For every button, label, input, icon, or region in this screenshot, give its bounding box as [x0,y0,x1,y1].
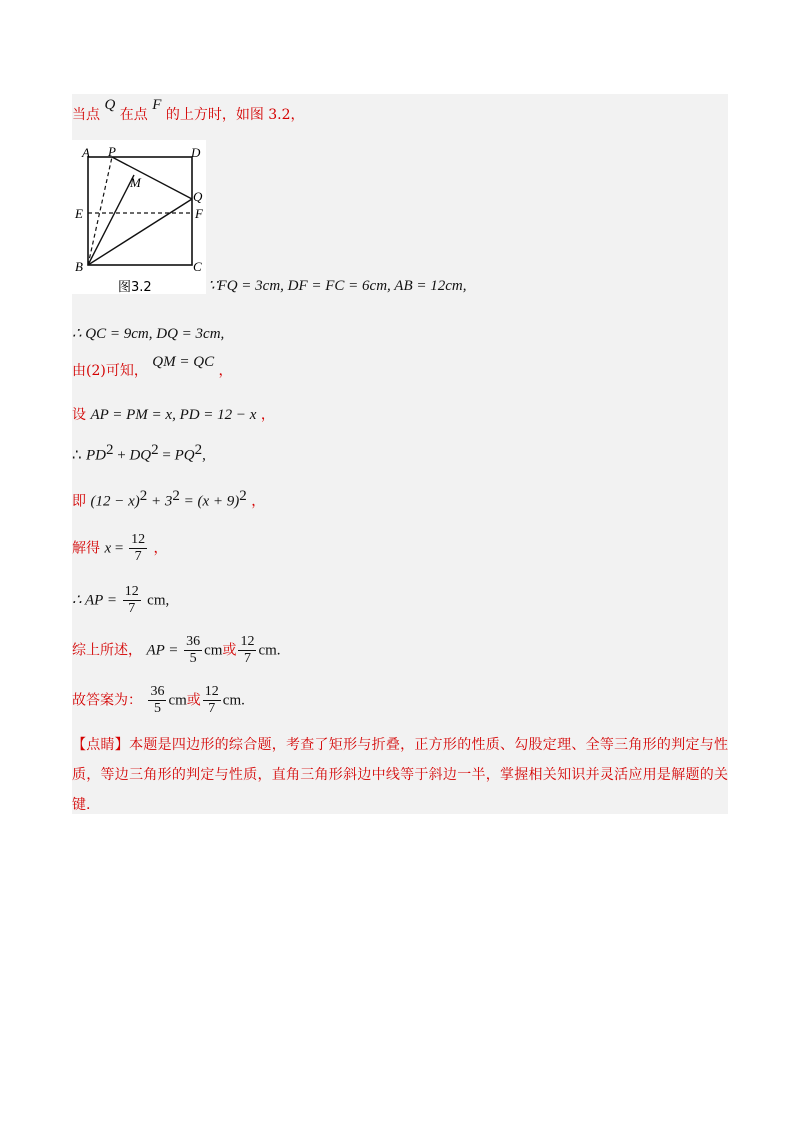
term-dq: DQ [129,447,152,464]
plus-sign: + [113,447,130,464]
step-2 [72,354,233,380]
given-line [208,276,466,295]
step-5-lhs: (12 − x) [90,493,140,510]
intro-text-1: 当点 [72,107,100,123]
fraction-num: 12 [240,634,255,649]
step-6-eq: = [111,540,128,557]
fraction-num: 12 [124,584,139,599]
unit-cm: cm [204,642,223,659]
step-4-suffix: , [202,447,206,464]
step-3-prefix: 设 [72,407,86,423]
given-text: ∵FQ = 3cm, DF = FC = 6cm, AB = 12cm, [208,278,467,294]
sq-3: 2 [194,442,203,458]
point-q: Q [104,97,116,113]
fraction-den: 5 [189,651,197,666]
unit-cm: cm [258,642,277,659]
term-pd: PD [86,447,106,464]
geometry-diagram [72,140,206,294]
step-6 [72,532,168,565]
sq-6: 2 [239,488,247,504]
label-p: P [108,144,116,159]
step-2-prefix: 由(2)可知， [72,363,148,379]
fraction-ap [123,584,141,617]
fraction-num: 36 [186,634,201,649]
step-5-prefix: 即 [72,493,86,510]
fraction-den: 7 [128,601,136,616]
label-b: B [75,259,83,274]
fraction-den: 7 [134,549,142,564]
step-5 [72,488,265,511]
therefore-sign: ∴ [72,447,82,464]
figure-3-2 [72,140,206,294]
step-1-text: ∴ QC = 9cm, DQ = 3cm, [72,326,225,342]
step-2-eq: QM = QC [152,354,215,370]
label-f: F [195,206,203,221]
answer-prefix: 故答案为： [72,692,142,709]
or-word: 或 [222,642,237,659]
period: . [241,692,245,709]
step-3-eq: AP = PM = x, PD = 12 − x [90,407,257,423]
step-7 [72,584,169,617]
step-7-prefix: ∴ AP = [72,592,121,609]
label-d: D [191,145,201,160]
fraction-12-7 [129,532,147,565]
step-3-suffix: ， [260,407,275,423]
or-word: 或 [186,692,201,709]
fraction-36-5 [148,684,166,717]
fraction-den: 5 [153,701,161,716]
fraction-12-7 [203,684,221,717]
summary-var: AP = [146,642,183,659]
equals-sign: = [158,447,175,464]
answer-line [72,684,245,717]
step-5-plus: + 3 [147,493,173,510]
intro-line [72,97,305,124]
step-6-suffix: ， [153,540,168,557]
fraction-num: 36 [150,684,165,699]
term-pq: PQ [174,447,195,464]
step-5-rhs: = (x + 9) [179,493,240,510]
step-3 [72,404,275,424]
intro-text-3: 的上方时，如图 3.2， [165,107,305,123]
step-8 [72,634,281,667]
period: . [276,642,281,659]
label-m: M [130,175,141,190]
sq-4: 2 [139,488,148,504]
fraction-num: 12 [131,532,146,547]
label-c: C [193,259,202,274]
unit-cm: cm [168,692,187,709]
fraction-den: 7 [243,651,251,666]
step-2-suffix: ， [218,363,233,379]
sq-5: 2 [172,488,180,504]
label-a: A [82,145,90,160]
fraction-36-5 [184,634,202,667]
step-6-var: x [104,540,112,557]
step-5-suffix: ， [251,493,266,510]
fraction-den: 7 [208,701,216,716]
step-1 [72,324,224,343]
sq-1: 2 [106,442,114,458]
fraction-12-7 [238,634,256,667]
figure-caption: 图3.2 [118,280,152,294]
step-7-unit: cm, [147,592,170,609]
step-6-prefix: 解得 [72,540,100,557]
label-q: Q [193,189,203,204]
comment-paragraph: 【点睛】本题是四边形的综合题，考查了矩形与折叠，正方形的性质、勾股定理、全等三角形的判定与性质，等边三角形的判定与性质，直角三角形斜边中线等于斜边一半，掌握相关知识并灵活应用是解题的关键. [72,737,728,813]
fraction-num: 12 [204,684,219,699]
point-f: F [152,97,162,113]
intro-text-2: 在点 [119,107,148,123]
sq-2: 2 [151,442,159,458]
unit-cm: cm [222,692,242,709]
summary-prefix: 综上所述， [72,642,142,659]
label-e: E [75,206,83,221]
step-4 [72,442,206,465]
